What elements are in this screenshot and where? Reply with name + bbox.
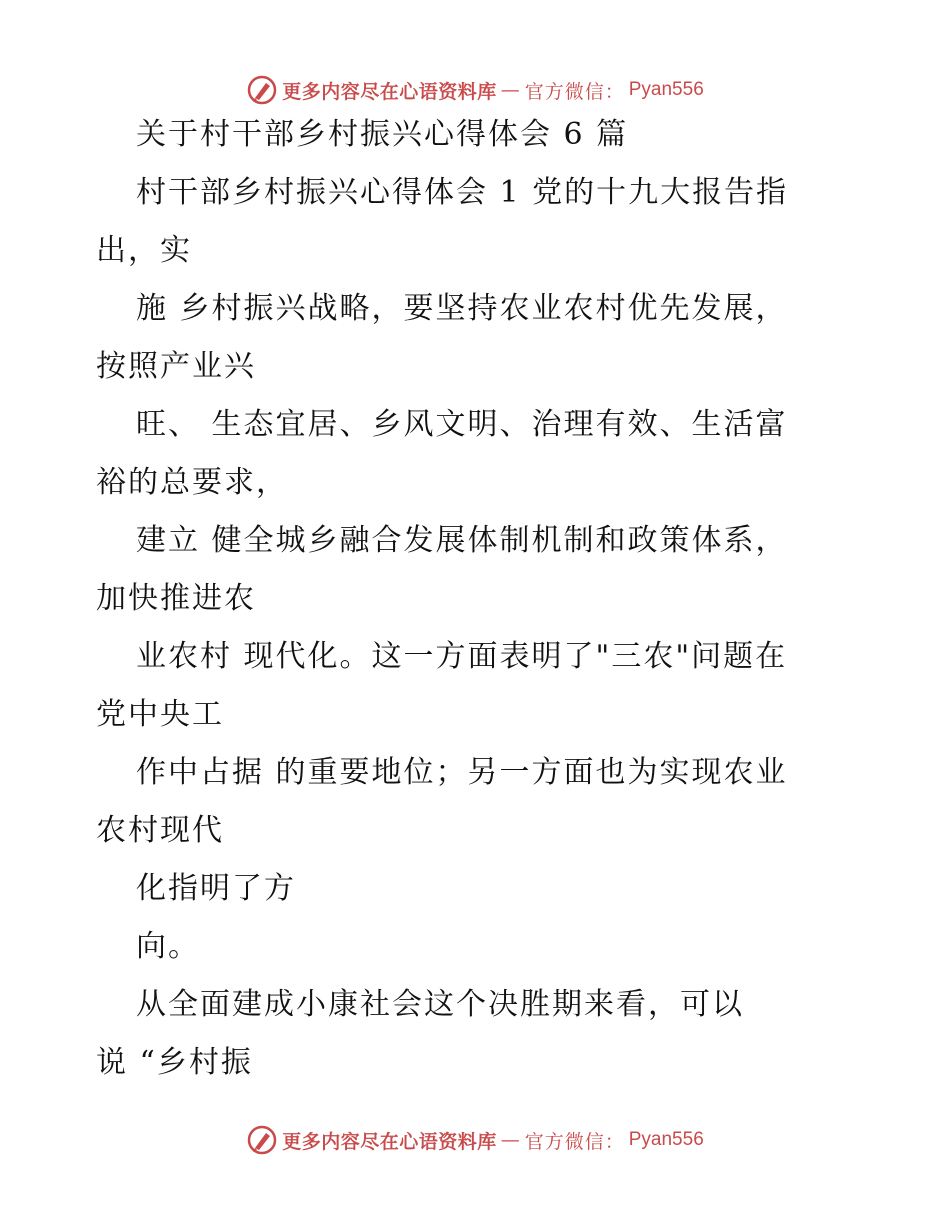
text-line: 业农村 现代化。这一方面表明了"三农"问题在 <box>136 639 788 674</box>
text-line: 按照产业兴 <box>96 349 256 384</box>
text-line: 加快推进农 <box>96 581 256 616</box>
text-line: 施 乡村振兴战略，要坚持农业农村优先发展， <box>136 291 788 326</box>
text-line: 村干部乡村振兴心得体会 1 党的十九大报告指 <box>136 175 789 210</box>
text-line: 裕的总要求， <box>96 465 288 500</box>
banner-main-text: 更多内容尽在心语资料库 <box>282 80 497 103</box>
header-banner <box>0 70 950 110</box>
text-line: 从全面建成小康社会这个决胜期来看，可以 <box>136 987 744 1022</box>
text-line: 建立 健全城乡融合发展体制机制和政策体系， <box>136 523 788 558</box>
banner-content <box>246 74 704 106</box>
banner-wechat-id: Pyan556 <box>628 79 704 100</box>
footer-banner <box>0 1120 950 1160</box>
text-line: 向。 <box>136 929 200 964</box>
text-line: 出，实 <box>96 233 192 268</box>
text-line: 化指明了方 <box>136 871 296 906</box>
text-line: 作中占据 的重要地位；另一方面也为实现农业 <box>136 755 788 790</box>
banner-wechat-label: 官方微信： <box>524 80 625 103</box>
banner-dash: — <box>500 79 521 101</box>
document-title: 关于村干部乡村振兴心得体会 6 篇 <box>136 117 629 152</box>
banner-dash: — <box>500 1129 521 1151</box>
document-body <box>96 117 856 1106</box>
text-line: 旺、 生态宜居、乡风文明、治理有效、生活富 <box>136 407 788 442</box>
pen-logo-icon <box>246 1124 278 1156</box>
pen-logo-icon <box>246 74 278 106</box>
text-line: 说 “乡村振 <box>96 1045 253 1080</box>
banner-wechat-id: Pyan556 <box>628 1129 704 1150</box>
banner-main-text: 更多内容尽在心语资料库 <box>282 1130 497 1153</box>
banner-wechat-label: 官方微信： <box>524 1130 625 1153</box>
text-line: 农村现代 <box>96 813 224 848</box>
banner-content <box>246 1124 704 1156</box>
text-line: 党中央工 <box>96 697 224 732</box>
